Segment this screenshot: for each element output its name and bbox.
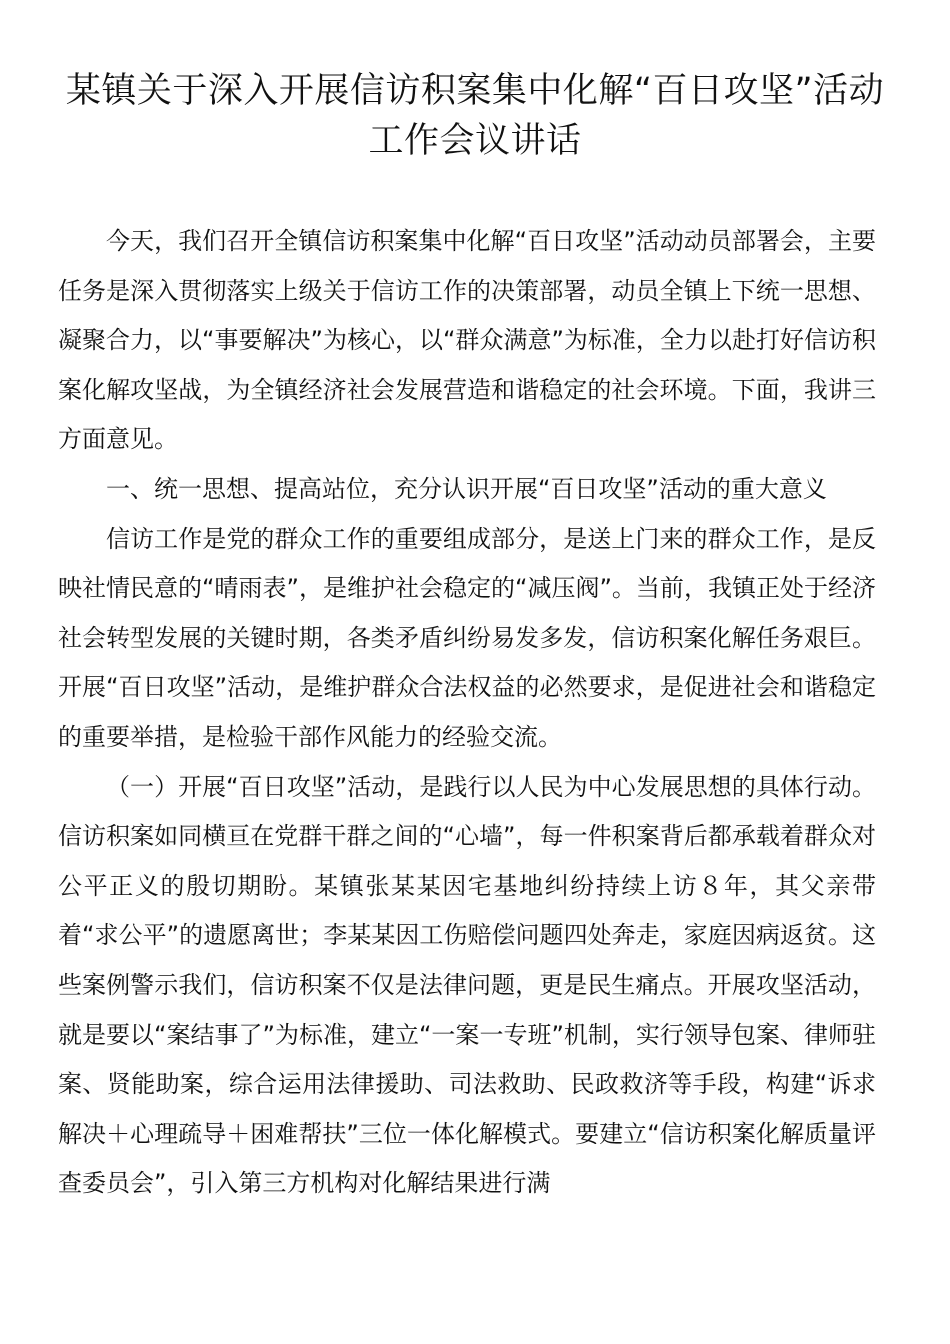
paragraph-opening: 今天，我们召开全镇信访积案集中化解“百日攻坚”活动动员部署会，主要任务是深入贯彻落实上级关于信访工作的决策部署，动员全镇上下统一思想、凝聚合力，以“事要解决”为核心，以“群众满意”为标准，全力以赴打好信访积案化解攻坚战，为全镇经济社会发展营造和谐稳定的社会环境。下面，我讲三方面意见。 [58, 227, 876, 454]
section-heading-1: 一、统一思想、提高站位，充分认识开展“百日攻坚”活动的重大意义 [106, 474, 827, 503]
document-body [58, 217, 876, 1209]
paragraph-significance: 信访工作是党的群众工作的重要组成部分，是送上门来的群众工作，是反映社情民意的“晴雨表”，是维护社会稳定的“减压阀”。当前，我镇正处于经济社会转型发展的关键时期，各类矛盾纠纷易发多发，信访积案化解任务艰巨。开展“百日攻坚”活动，是维护群众合法权益的必然要求，是促进社会和谐稳定的重要举措，是检验干部作风能力的经验交流。 [58, 524, 876, 751]
document-title: 某镇关于深入开展信访积案集中化解“百日攻坚”活动工作会议讲话 [65, 71, 885, 161]
paragraph-subsection-1: （一）开展“百日攻坚”活动，是践行以人民为中心发展思想的具体行动。信访积案如同横亘在党群干群之间的“心墙”，每一件积案背后都承载着群众对公平正义的殷切期盼。某镇张某某因宅基地纠纷持续上访８年，其父亲带着“求公平”的遗愿离世；李某某因工伤赔偿问题四处奔走，家庭因病返贫。这些案例警示我们，信访积案不仅是法律问题，更是民生痛点。开展攻坚活动，就是要以“案结事了”为标准，建立“一案一专班”机制，实行领导包案、律师驻案、贤能助案，综合运用法律援助、司法救助、民政救济等手段，构建“诉求解决＋心理疏导＋困难帮扶”三位一体化解模式。要建立“信访积案化解质量评查委员会”，引入第三方机构对化解结果进行满 [58, 772, 876, 1198]
